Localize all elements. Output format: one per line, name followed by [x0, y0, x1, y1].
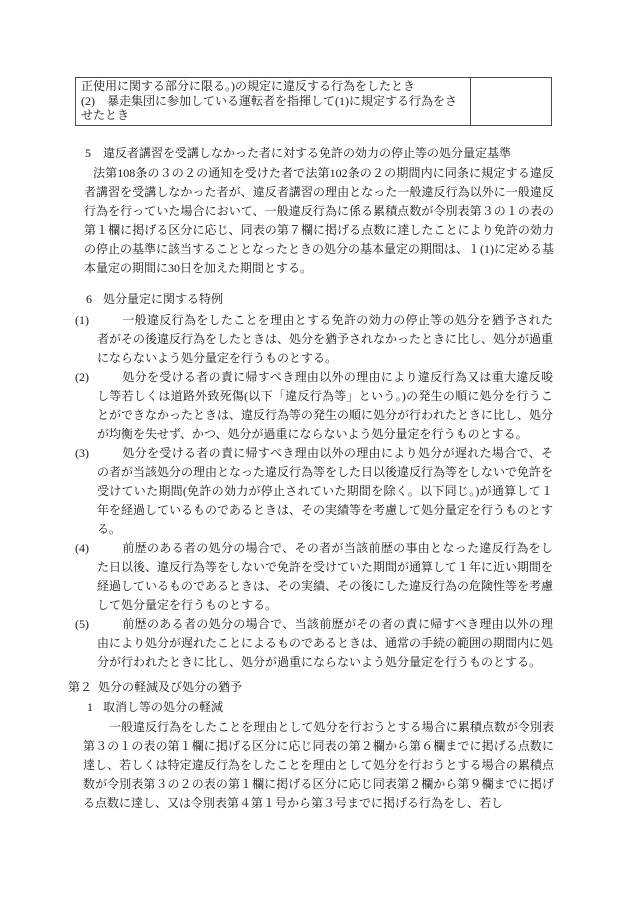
- violation-table: [75, 77, 552, 126]
- part-2-title: 処分の軽減及び処分の猶予: [98, 680, 243, 694]
- table-text-item: (2) 暴走集団に参加している運転者を指揮して(1)に規定する行為をさせたとき: [81, 93, 457, 123]
- section-6-heading: [86, 290, 223, 309]
- section-5-number: 5: [85, 146, 91, 160]
- part-2-heading: [68, 678, 242, 697]
- table-text-line: 正使用に関する部分に限る。)の規定に違反する行為をしたとき: [81, 79, 415, 93]
- list-item-1: [75, 311, 554, 368]
- list-item-3: [75, 444, 554, 539]
- list-item-5: [75, 615, 554, 672]
- item-2-text: 処分を受ける者の責に帰すべき理由以外の理由により違反行為又は重大違反唆し等若しくは道路外致死傷(以下「違反行為等」という。)の発生の順に処分を行うことができなかったときは、違反行為等の発生の順に処分が行われたときに比し、処分が均衡を失せず、かつ、処分が過重にならないよう処分量定を行うものとする。: [97, 370, 554, 441]
- section-6-items: [75, 311, 554, 672]
- table-cell-points-empty: [471, 78, 551, 125]
- item-1-text: 一般違反行為をしたことを理由とする免許の効力の停止等の処分を猶予された者がその後違反行為をしたときは、処分を猶予されなかったときに比し、処分が過重にならないよう処分量定を行うものとする。: [97, 313, 554, 365]
- list-item-2: [75, 368, 554, 444]
- item-3-marker: (3): [75, 446, 89, 460]
- list-item-4: [75, 539, 554, 615]
- item-3-text: 処分を受ける者の責に帰すべき理由以外の理由により処分が遅れた場合で、その者が当該処分の理由となった違反行為等をした日以後違反行為等をしないで免許を受けていた期間(免許の効力が停止されていた期間を除く。以下同じ。)が通算して１年を経過しているものであるときは、その実績等を考慮して処分量定を行うものとする。: [97, 446, 554, 536]
- section-5-heading: [85, 144, 511, 163]
- table-cell-violation-text: [76, 78, 471, 125]
- section-5-title: 違反者講習を受講しなかった者に対する免許の効力の停止等の処分量定基準: [103, 146, 512, 160]
- section-5-body: 法第108条の３の２の通知を受けた者で法第102条の２の期間内に同条に規定する違反者講習を受講しなかった者が、違反者講習の理由となった一般違反行為以外に一般違反行為を行っていた場合において、一般違反行為に係る累積点数が令別表第３の１の表の第１欄に掲げる区分に応じ、同表の第７欄に掲げる点数に達したことにより免許の効力の停止の基準に該当することとなったときの処分の基本量定の期間は、１(1)に定める基本量定の期間に30日を加えた期間とする。: [84, 166, 554, 275]
- part-2-body: 一般違反行為をしたことを理由として処分を行おうとする場合に累積点数が令別表第３の１の表の第１欄に掲げる区分に応じ同表の第２欄から第６欄までに掲げる点数に達し、若しくは特定違反行為をしたことを理由として処分を行おうとする場合の累積点数が令別表第３の２の表の第１欄に掲げる区分に応じ同表第２欄から第９欄までに掲げる点数に達し、又は令別表第４第１号から第３号までに掲げる行為をし、若し: [83, 720, 554, 810]
- item-2-marker: (2): [75, 370, 89, 384]
- part-2-number: 第２: [68, 680, 93, 694]
- item-5-text: 前歴のある者の処分の場合で、当該前歴がその者の責に帰すべき理由以外の理由により処分が遅れたことによるものであるときは、通常の手続の範囲の期間内に処分が行われたときに比し、処分が過重にならないよう処分量定を行うものとする。: [97, 617, 554, 669]
- section-6-number: 6: [86, 292, 92, 306]
- part-2-sub-title: 取消し等の処分の軽減: [103, 700, 224, 714]
- item-4-text: 前歴のある者の処分の場合で、その者が当該前歴の事由となった違反行為をした日以後、違反行為等をしないで免許を受けていた期間が通算して１年に近い期間を経過しているものであるときは、その実績、その後にした違反行為の危険性等を考慮して処分量定を行うものとする。: [97, 541, 554, 612]
- item-1-marker: (1): [75, 313, 89, 327]
- item-4-marker: (4): [75, 541, 89, 555]
- part-2-sub-number: 1: [87, 700, 93, 714]
- item-5-marker: (5): [75, 617, 89, 631]
- part-2-sub-heading: [87, 698, 223, 717]
- section-6-title: 処分量定に関する特例: [103, 292, 224, 306]
